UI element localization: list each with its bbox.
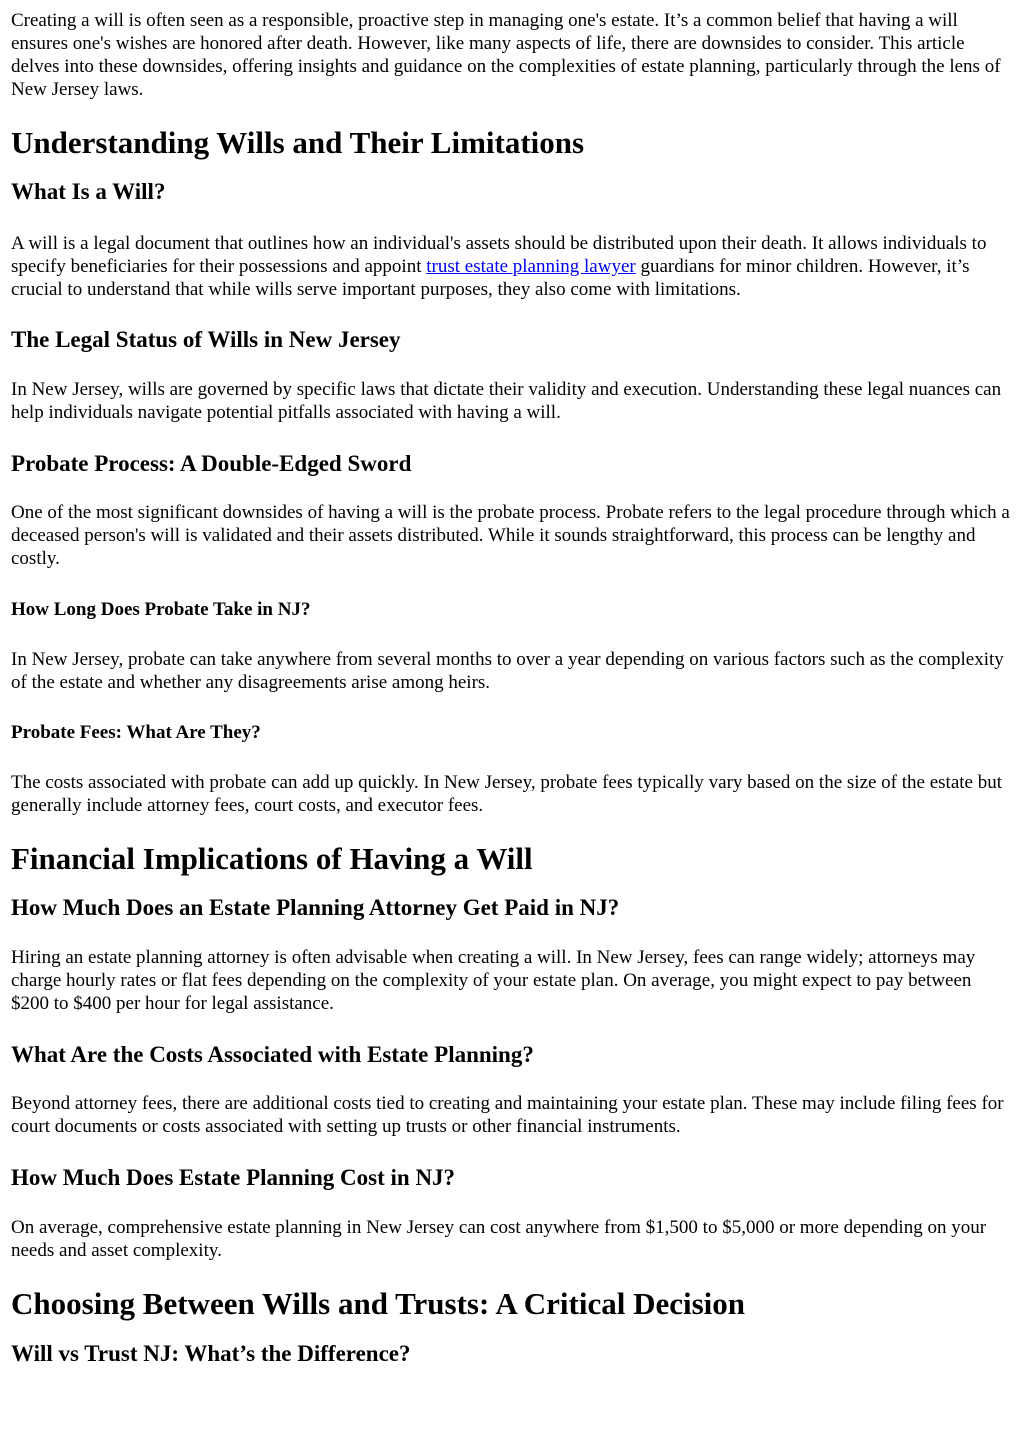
text-after-link: guardians for minor children. However, it’s crucial to understand that while wills serve important purposes, they also come with limitations. [11, 256, 970, 300]
heading-understanding-wills: Understanding Wills and Their Limitations [11, 125, 585, 160]
heading-legal-status: The Legal Status of Wills in New Jersey [11, 327, 401, 352]
paragraph-probate-process: One of the most significant downsides of having a will is the probate process. Probate refers to the legal procedure through which a deceased person's will is validated and their assets distributed. While it sounds straightforward, this process can be lengthy and costly. [11, 502, 1010, 569]
heading-what-is-a-will: What Is a Will? [11, 179, 166, 204]
text-before-link: A will is a legal document that outlines how an individual's assets should be distributed upon their death. It allows individuals to specify beneficiaries for their possessions and appoint [11, 233, 987, 277]
paragraph-estate-planning-costs: Beyond attorney fees, there are additional costs tied to creating and maintaining your estate plan. These may include filing fees for court documents or costs associated with setting up trusts or other financial instruments. [11, 1093, 1004, 1137]
trust-estate-planning-lawyer-link[interactable]: trust estate planning lawyer [426, 256, 636, 277]
paragraph-cost-nj: On average, comprehensive estate planning in New Jersey can cost anywhere from $1,500 to $5,000 or more depending on your needs and asset complexity. [11, 1217, 987, 1261]
heading-attorney-pay: How Much Does an Estate Planning Attorney Get Paid in NJ? [11, 895, 620, 920]
heading-wills-vs-trusts: Choosing Between Wills and Trusts: A Critical Decision [11, 1286, 746, 1321]
paragraph-what-is-a-will [11, 232, 1013, 301]
paragraph-probate-fees: The costs associated with probate can add up quickly. In New Jersey, probate fees typically vary based on the size of the estate but generally include attorney fees, court costs, and executor fees. [11, 772, 1003, 816]
heading-financial-implications: Financial Implications of Having a Will [11, 841, 533, 876]
heading-probate-process: Probate Process: A Double-Edged Sword [11, 451, 412, 476]
heading-estate-planning-costs: What Are the Costs Associated with Estate Planning? [11, 1042, 534, 1067]
intro-paragraph: Creating a will is often seen as a responsible, proactive step in managing one's estate. It’s a common belief that having a will ensures one's wishes are honored after death. However, like many aspects of life, there are downsides to consider. This article delves into these downsides, offering insights and guidance on the complexities of estate planning, particularly through the lens of New Jersey laws. [11, 10, 1001, 100]
paragraph-legal-status: In New Jersey, wills are governed by specific laws that dictate their validity and execution. Understanding these legal nuances can help individuals navigate potential pitfalls associated with having a will. [11, 379, 1002, 423]
heading-how-long-probate: How Long Does Probate Take in NJ? [11, 599, 311, 620]
heading-probate-fees: Probate Fees: What Are They? [11, 722, 261, 743]
paragraph-attorney-pay: Hiring an estate planning attorney is often advisable when creating a will. In New Jersey, fees can range widely; attorneys may charge hourly rates or flat fees depending on the complexity of your estate plan. On average, you might expect to pay between $200 to $400 per hour for legal assistance. [11, 947, 976, 1014]
paragraph-how-long-probate: In New Jersey, probate can take anywhere from several months to over a year depending on various factors such as the complexity of the estate and whether any disagreements arise among heirs. [11, 649, 1004, 693]
heading-cost-nj: How Much Does Estate Planning Cost in NJ? [11, 1165, 456, 1190]
heading-will-vs-trust-nj: Will vs Trust NJ: What’s the Difference? [11, 1341, 411, 1366]
